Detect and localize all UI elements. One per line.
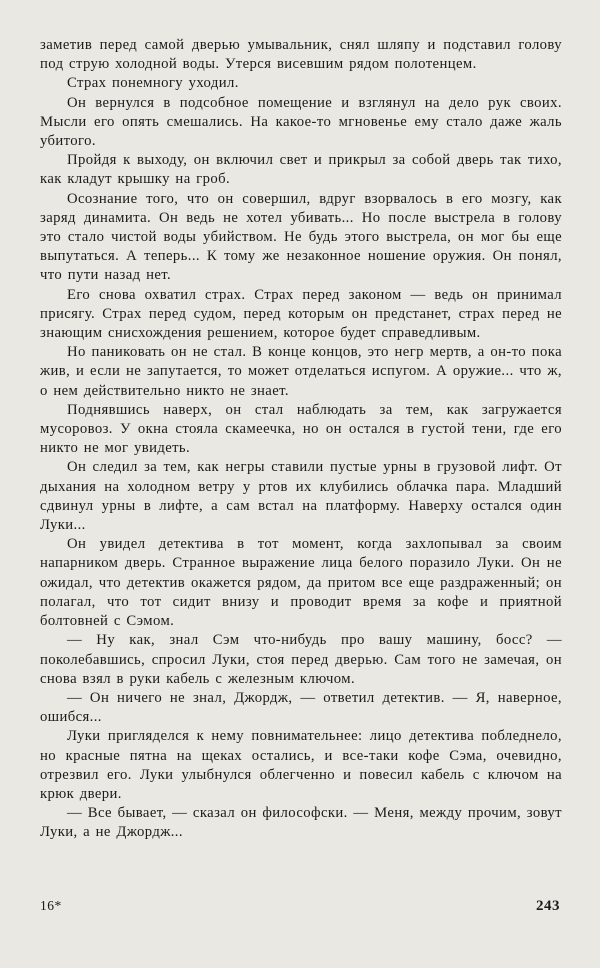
paragraph: Осознание того, что он совершил, вдруг взорвалось в его мозгу, как заряд динамита. Он ведь не хотел убивать... Но после выстрела в голову это стало чистой воды убийством. Не будь этого выстрела, он мог бы еще выпутаться. А теперь... К тому же незаконное ношение оружия. Он понял, что пути назад нет. <box>40 190 562 284</box>
paragraph: Он следил за тем, как негры ставили пустые урны в грузовой лифт. От дыхания на холодном ветру у ртов их клубились облачка пара. Младший сдвинул урны в лифте, а сам встал на платформу. Наверху остался один Луки... <box>40 459 562 534</box>
paragraph: — Все бывает, — сказал он философски. — Меня, между прочим, зовут Луки, а не Джордж... <box>40 805 562 841</box>
paragraph: Поднявшись наверх, он стал наблюдать за тем, как загружается мусоровоз. У окна стояла скамеечка, но он остался в густой тени, где его никто не мог увидеть. <box>40 401 562 457</box>
paragraph: Он вернулся в подсобное помещение и взглянул на дело рук своих. Мысли его опять смешались. На какое-то мгновенье ему стало даже жаль убитого. <box>40 94 562 150</box>
paragraph: — Он ничего не знал, Джордж, — ответил детектив. — Я, наверное, ошибся... <box>40 689 562 726</box>
paragraph: заметив перед самой дверью умывальник, снял шляпу и подставил голову под струю холодной воды. Утерся висевшим рядом полотенцем. <box>40 37 562 73</box>
paragraph: Но паниковать он не стал. В конце концов, это негр мертв, а он-то пока жив, и если не запутается, то может отделаться испугом. А оружие... что ж, о нем действительно никто не знает. <box>40 344 562 399</box>
page-number: 243 <box>536 898 560 914</box>
paragraph: Его снова охватил страх. Страх перед законом — ведь он принимал присягу. Страх перед судом, перед которым он предстанет, страх перед не знающим снисхождения решением, которое будет справедливым. <box>40 286 562 342</box>
paragraph: Он увидел детектива в тот момент, когда захлопывал за своим напарником дверь. Странное выражение лица белого поразило Луки. Он не ожидал, что детектив окажется рядом, да притом все еще раздраженный; он полагал, что тот сидит внизу и проводит время за кофе и приятной болтовней с Сэмом. <box>40 536 562 630</box>
page-footer <box>40 898 560 915</box>
paragraph: — Ну как, знал Сэм что-нибудь про вашу машину, босс? — поколебавшись, спросил Луки, стоя перед дверью. Сам того не замечая, он снова взял в руки кабель с железным ключом. <box>40 632 562 687</box>
paragraph: Страх понемногу уходил. <box>67 75 239 92</box>
paragraph: Пройдя к выходу, он включил свет и прикрыл за собой дверь так тихо, как кладут крышку на гроб. <box>40 152 562 188</box>
signature-mark: 16* <box>40 898 62 913</box>
paragraph: Луки пригляделся к нему повнимательнее: лицо детектива побледнело, но красные пятна на щеках остались, и все-таки кофе Сэма, очевидно, отрезвил его. Луки улыбнулся облегченно и повесил кабель с ключом на крюк двери. <box>40 728 562 802</box>
page-text <box>40 36 562 843</box>
